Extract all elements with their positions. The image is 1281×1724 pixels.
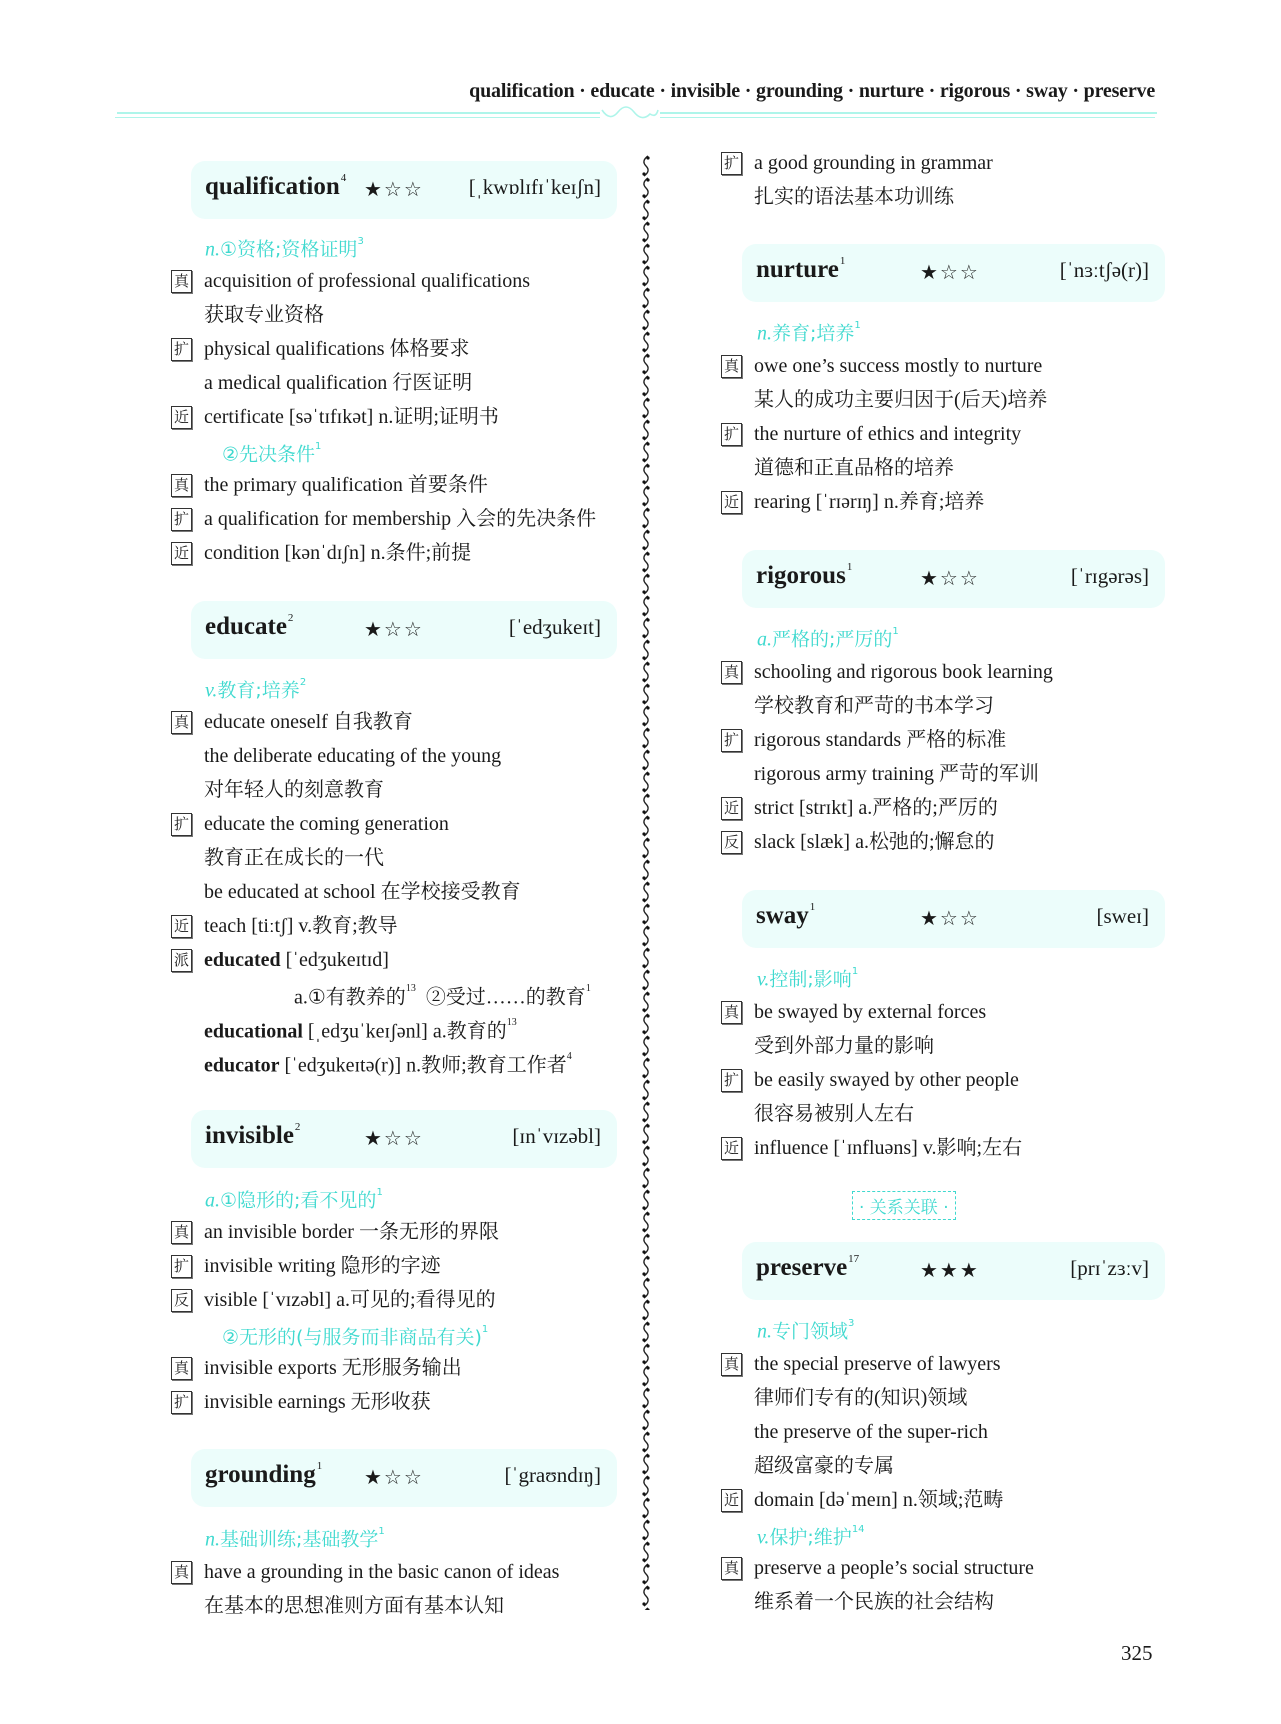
entry-header-nurture: [742, 244, 1165, 302]
star-rating: ★☆☆: [364, 1128, 424, 1150]
entry-header-qualification: [191, 161, 617, 219]
tag-fan-icon: 反: [721, 831, 742, 854]
example-translation: 在基本的思想准则方面有基本认知: [204, 1595, 504, 1617]
example-line: physical qualifications 体格要求: [204, 338, 470, 360]
star-rating: ★☆☆: [920, 568, 980, 590]
phonetic: [ˈgraʊndɪŋ]: [504, 1463, 601, 1487]
headword: educate$^2$: [205, 611, 294, 640]
tag-jin-icon: 近: [721, 797, 742, 820]
synonym-line: condition [kənˈdɪʃn] n.条件;前提: [204, 542, 472, 564]
headword: rigorous$^1$: [756, 560, 853, 589]
headword: qualification$^4$: [205, 171, 347, 200]
synonym-line: teach [tiːtʃ] v.教育;教导: [204, 915, 398, 937]
entry-header-educate: [191, 601, 617, 659]
phonetic: [ˈnɜːtʃə(r)]: [1059, 258, 1149, 282]
tag-zhen-icon: 真: [171, 474, 192, 497]
tag-fan-icon: 反: [171, 1289, 192, 1312]
example-line: the special preserve of lawyers: [754, 1353, 1001, 1375]
wave-ornament-icon: [600, 104, 660, 124]
star-rating: ★☆☆: [364, 619, 424, 641]
star-rating: ★★★: [920, 1260, 980, 1282]
phonetic: [ˈrɪgərəs]: [1070, 564, 1149, 588]
example-line: schooling and rigorous book learning: [754, 661, 1053, 683]
example-translation: 获取专业资格: [204, 304, 324, 326]
tag-kuo-icon: 扩: [721, 423, 742, 446]
phonetic: [ˌkwɒlɪfɪˈkeɪʃn]: [468, 175, 601, 199]
tag-kuo-icon: 扩: [171, 1391, 192, 1414]
example-translation: 学校教育和严苛的书本学习: [754, 695, 994, 717]
sense-2: v.保护;维护$^{14}$: [757, 1524, 865, 1549]
example-translation: 维系着一个民族的社会结构: [754, 1591, 994, 1613]
tag-kuo-icon: 扩: [721, 1069, 742, 1092]
example-line: rigorous standards 严格的标准: [754, 729, 1007, 751]
example-line: invisible writing 隐形的字迹: [204, 1255, 441, 1277]
sense-1: n.养育;培养$^1$: [757, 320, 861, 345]
tag-zhen-icon: 真: [721, 355, 742, 378]
example-line: educate oneself 自我教育: [204, 711, 413, 733]
sense-1: v.教育;培养$^2$: [205, 677, 307, 702]
example-line: have a grounding in the basic canon of ideas: [204, 1561, 560, 1583]
star-rating: ★☆☆: [920, 262, 980, 284]
example-translation: 教育正在成长的一代: [204, 847, 384, 869]
example-line: acquisition of professional qualifications: [204, 270, 531, 292]
example-line: the preserve of the super-rich: [754, 1421, 988, 1443]
example-line: be swayed by external forces: [754, 1001, 987, 1023]
example-line: be easily swayed by other people: [754, 1069, 1019, 1091]
entry-header-sway: [742, 890, 1165, 948]
example-translation: 对年轻人的刻意教育: [204, 779, 384, 801]
derived-definition: a.①有教养的$^{13}$ ②受过……的教育$^1$: [294, 983, 591, 1009]
example-line: the nurture of ethics and integrity: [754, 423, 1022, 445]
example-line: invisible exports 无形服务输出: [204, 1357, 462, 1379]
synonym-line: rearing [ˈrɪərɪŋ] n.养育;培养: [754, 491, 985, 513]
example-translation: 道德和正直品格的培养: [754, 457, 954, 479]
headword: grounding$^1$: [205, 1459, 323, 1488]
derived-word: educator [ˈedʒukeɪtə(r)] n.教师;教育工作者$^4$: [204, 1051, 572, 1077]
synonym-line: strict [strɪkt] a.严格的;严厉的: [754, 797, 998, 819]
tag-kuo-icon: 扩: [171, 508, 192, 531]
tag-jin-icon: 近: [171, 915, 192, 938]
tag-zhen-icon: 真: [721, 1001, 742, 1024]
example-line: educate the coming generation: [204, 813, 449, 835]
example-translation: 受到外部力量的影响: [754, 1035, 934, 1057]
example-line: be educated at school 在学校接受教育: [204, 881, 521, 903]
derived-word: educated [ˈedʒukeɪtɪd]: [204, 949, 389, 971]
tag-jin-icon: 近: [721, 491, 742, 514]
tag-kuo-icon: 扩: [721, 729, 742, 752]
headword: sway$^1$: [756, 900, 816, 929]
star-rating: ★☆☆: [364, 1467, 424, 1489]
phonetic: [prɪˈzɜːv]: [1070, 1256, 1149, 1280]
derived-word: educational [ˌedʒuˈkeɪʃənl] a.教育的$^{13}$: [204, 1017, 517, 1043]
example-translation: 很容易被别人左右: [754, 1103, 914, 1125]
antonym-line: visible [ˈvɪzəbl] a.可见的;看得见的: [204, 1289, 496, 1311]
example-translation: 律师们专有的(知识)领域: [754, 1387, 968, 1409]
phonetic: [ɪnˈvɪzəbl]: [512, 1124, 601, 1148]
entry-header-grounding: [191, 1449, 617, 1507]
example-line: a good grounding in grammar: [754, 152, 993, 174]
entry-header-rigorous: [742, 550, 1165, 608]
star-rating: ★☆☆: [364, 179, 424, 201]
example-line: preserve a people’s social structure: [754, 1557, 1034, 1579]
antonym-line: slack [slæk] a.松弛的;懈怠的: [754, 831, 995, 853]
tag-kuo-icon: 扩: [171, 1255, 192, 1278]
relation-label: · 关系关联 ·: [852, 1191, 956, 1220]
tag-kuo-icon: 扩: [171, 813, 192, 836]
sense-1: n.①资格;资格证明$^3$: [205, 236, 364, 261]
entry-header-invisible: [191, 1110, 617, 1168]
synonym-line: certificate [səˈtɪfɪkət] n.证明;证明书: [204, 406, 499, 428]
tag-jin-icon: 近: [721, 1489, 742, 1512]
star-rating: ★☆☆: [920, 908, 980, 930]
tag-kuo-icon: 扩: [171, 338, 192, 361]
sense-2: ②先决条件$^1$: [222, 441, 322, 466]
headword: nurture$^1$: [756, 254, 846, 283]
example-line: the primary qualification 首要条件: [204, 474, 488, 496]
tag-zhen-icon: 真: [171, 1357, 192, 1380]
page-number: 325: [1121, 1641, 1153, 1665]
headword: preserve$^{17}$: [756, 1252, 860, 1281]
sense-1: a.①隐形的;看不见的$^1$: [205, 1187, 383, 1212]
tag-zhen-icon: 真: [171, 1221, 192, 1244]
example-translation: 超级富豪的专属: [754, 1455, 894, 1477]
example-line: owe one’s success mostly to nurture: [754, 355, 1043, 377]
tag-zhen-icon: 真: [171, 270, 192, 293]
tag-zhen-icon: 真: [171, 711, 192, 734]
example-translation: 扎实的语法基本功训练: [754, 186, 954, 208]
running-head: qualification · educate · invisible · grounding · nurture · rigorous · sway · preserve: [469, 80, 1155, 102]
example-translation: 某人的成功主要归因于(后天)培养: [754, 389, 1048, 411]
example-line: the deliberate educating of the young: [204, 745, 502, 767]
example-line: a qualification for membership 入会的先决条件: [204, 508, 597, 530]
tag-kuo-icon: 扩: [721, 152, 742, 175]
tag-zhen-icon: 真: [171, 1561, 192, 1584]
sense-1: a.严格的;严厉的$^1$: [757, 626, 899, 651]
tag-zhen-icon: 真: [721, 1353, 742, 1376]
tag-zhen-icon: 真: [721, 661, 742, 684]
synonym-line: influence [ˈɪnfluəns] v.影响;左右: [754, 1137, 1023, 1159]
sense-1: n.基础训练;基础教学$^1$: [205, 1526, 385, 1551]
phonetic: [sweɪ]: [1096, 904, 1149, 928]
example-line: invisible earnings 无形收获: [204, 1391, 431, 1413]
synonym-line: domain [dəˈmeɪn] n.领域;范畴: [754, 1489, 1004, 1511]
entry-header-preserve: [742, 1242, 1165, 1300]
sense-2: ②无形的(与服务而非商品有关)$^1$: [222, 1324, 489, 1349]
example-line: an invisible border 一条无形的界限: [204, 1221, 499, 1243]
example-line: rigorous army training 严苛的军训: [754, 763, 1039, 785]
phonetic: [ˈedʒukeɪt]: [508, 615, 601, 639]
tag-jin-icon: 近: [171, 406, 192, 429]
tag-zhen-icon: 真: [721, 1557, 742, 1580]
tag-jin-icon: 近: [721, 1137, 742, 1160]
tag-pai-icon: 派: [171, 949, 192, 972]
example-line: a medical qualification 行医证明: [204, 372, 473, 394]
headword: invisible$^2$: [205, 1120, 301, 1149]
tag-jin-icon: 近: [171, 542, 192, 565]
column-divider-icon: [637, 155, 655, 1610]
sense-1: v.控制;影响$^1$: [757, 966, 859, 991]
sense-1: n.专门领域$^3$: [757, 1318, 855, 1343]
